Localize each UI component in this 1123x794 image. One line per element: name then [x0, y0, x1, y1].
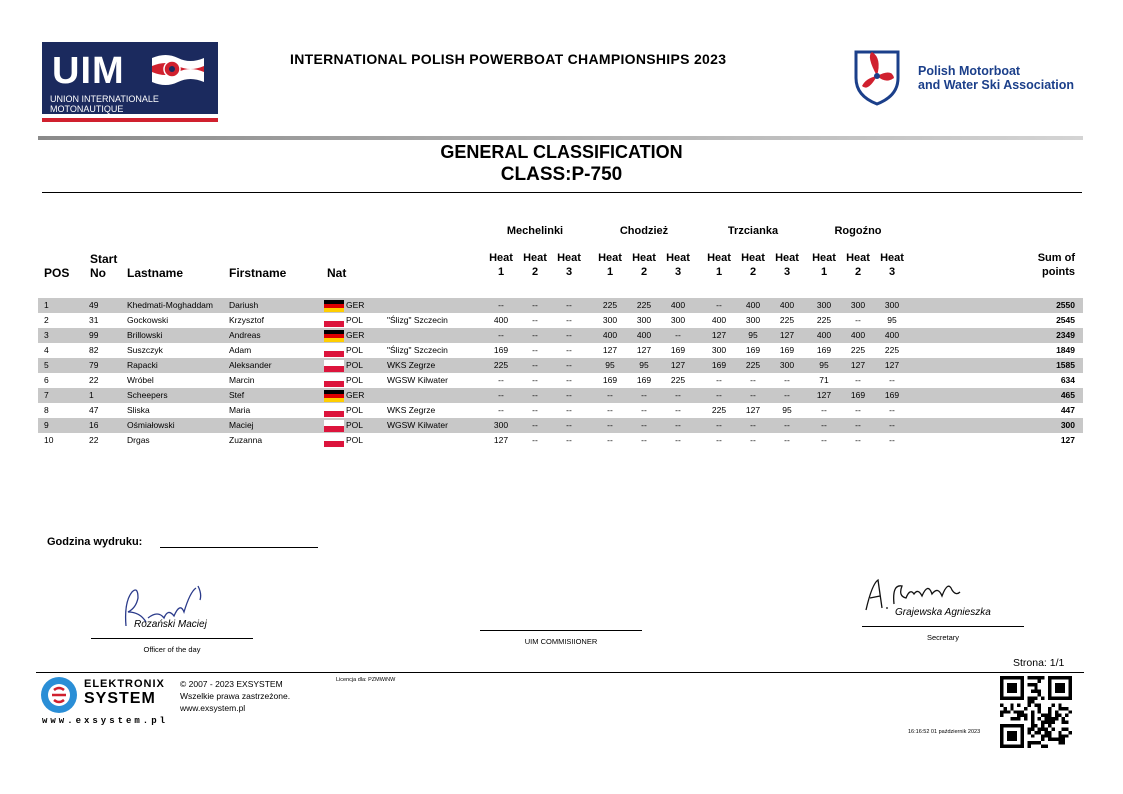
- cell-heat: --: [855, 435, 861, 445]
- cell-heat: 300: [884, 300, 900, 310]
- cell-heat: --: [532, 360, 538, 370]
- cell-heat: --: [750, 390, 756, 400]
- cell-heat: --: [855, 405, 861, 415]
- cell-heat: --: [716, 300, 722, 310]
- officer-name: Rozański Maciej: [134, 619, 207, 630]
- cell-heat: 225: [602, 300, 618, 310]
- page-number: Strona: 1/1: [1013, 657, 1065, 669]
- cell-heat: --: [784, 375, 790, 385]
- cell-lastname: Wróbel: [127, 375, 154, 385]
- heat-header-word: Heat: [598, 252, 622, 264]
- cell-start-no: 1: [89, 390, 94, 400]
- col-header-nat: Nat: [327, 266, 347, 280]
- cell-heat: --: [716, 435, 722, 445]
- copyright-url[interactable]: www.exsystem.pl: [180, 703, 246, 713]
- association-line2: and Water Ski Association: [918, 78, 1075, 92]
- cell-pos: 8: [44, 405, 49, 415]
- cell-firstname: Maciej: [229, 420, 254, 430]
- copyright-block: [180, 678, 290, 714]
- heat-header-number: 1: [715, 266, 723, 278]
- cell-heat: --: [821, 435, 827, 445]
- cell-heat: --: [498, 375, 504, 385]
- cell-heat: 225: [779, 315, 795, 325]
- cell-start-no: 22: [89, 435, 99, 445]
- cell-heat: --: [855, 420, 861, 430]
- heat-header-number: 1: [606, 266, 614, 278]
- cell-lastname: Khedmati-Moghaddam: [127, 300, 213, 310]
- cell-heat: --: [566, 345, 572, 355]
- cell-heat: 400: [493, 315, 509, 325]
- poland-flag-icon: [324, 435, 344, 447]
- cell-pos: 1: [44, 300, 49, 310]
- cell-heat: 225: [636, 300, 652, 310]
- cell-firstname: Dariush: [229, 300, 259, 310]
- cell-heat: --: [675, 390, 681, 400]
- uim-logo-text: UIM: [52, 50, 125, 92]
- officer-signature-line: [91, 638, 253, 639]
- germany-flag-icon: [324, 300, 344, 312]
- cell-heat: --: [675, 420, 681, 430]
- cell-heat: 127: [850, 360, 866, 370]
- cell-nat: POL: [346, 420, 364, 430]
- print-time-label: Godzina wydruku:: [47, 536, 143, 548]
- cell-heat: --: [532, 315, 538, 325]
- table-row: [38, 403, 1083, 418]
- cell-nat: POL: [346, 375, 364, 385]
- cell-heat: 127: [745, 405, 761, 415]
- heat-header: [518, 251, 552, 279]
- cell-heat: --: [566, 420, 572, 430]
- cell-heat: 95: [639, 360, 649, 370]
- cell-heat: --: [532, 420, 538, 430]
- cell-heat: --: [889, 405, 895, 415]
- cell-heat: 225: [745, 360, 761, 370]
- cell-heat: --: [750, 420, 756, 430]
- cell-heat: --: [855, 375, 861, 385]
- cell-lastname: Ośmiałowski: [127, 420, 175, 430]
- heat-header-number: 3: [565, 266, 573, 278]
- cell-heat: 400: [711, 315, 727, 325]
- cell-heat: --: [498, 390, 504, 400]
- print-timestamp: 16:16:52 01 październik 2023: [908, 729, 981, 735]
- cell-heat: 225: [884, 345, 900, 355]
- cell-sum: 1849: [1056, 345, 1075, 355]
- exsystem-logo-icon: [40, 676, 78, 714]
- cell-heat: 169: [850, 390, 866, 400]
- table-row: [38, 343, 1083, 358]
- cell-heat: --: [532, 390, 538, 400]
- commissioner-signature-line: [480, 630, 642, 631]
- col-header-firstname: Firstname: [229, 266, 287, 280]
- title-divider: [42, 192, 1082, 193]
- table-row: [38, 328, 1083, 343]
- col-header-start-line1: Start: [90, 252, 118, 266]
- cell-heat: --: [532, 345, 538, 355]
- cell-start-no: 49: [89, 300, 99, 310]
- cell-heat: 127: [711, 330, 727, 340]
- cell-nat: POL: [346, 405, 364, 415]
- cell-heat: 300: [602, 315, 618, 325]
- heat-header-number: 2: [531, 266, 539, 278]
- cell-sum: 1585: [1056, 360, 1075, 370]
- cell-heat: 95: [605, 360, 615, 370]
- cell-heat: 169: [745, 345, 761, 355]
- cell-heat: 127: [493, 435, 509, 445]
- cell-heat: 300: [670, 315, 686, 325]
- cell-pos: 9: [44, 420, 49, 430]
- cell-lastname: Rapacki: [127, 360, 158, 370]
- heat-header-word: Heat: [707, 252, 731, 264]
- cell-lastname: Drgas: [127, 435, 150, 445]
- cell-heat: --: [532, 330, 538, 340]
- cell-club: WKS Zegrze: [387, 360, 436, 370]
- pzm-propeller-logo-icon: [852, 48, 902, 106]
- cell-heat: --: [641, 390, 647, 400]
- heat-header-word: Heat: [666, 252, 690, 264]
- heat-header-number: 2: [854, 266, 862, 278]
- heat-header: [807, 251, 841, 279]
- cell-club: "Ślizg" Szczecin: [387, 345, 448, 355]
- cell-sum: 2349: [1056, 330, 1075, 340]
- cell-heat: --: [607, 420, 613, 430]
- cell-start-no: 31: [89, 315, 99, 325]
- cell-lastname: Suszczyk: [127, 345, 163, 355]
- heat-header-word: Heat: [632, 252, 656, 264]
- event-header: Mechelinki: [506, 225, 564, 237]
- cell-heat: --: [566, 375, 572, 385]
- cell-heat: 225: [493, 360, 509, 370]
- cell-sum: 447: [1060, 405, 1075, 415]
- event-header: Rogoźno: [834, 225, 882, 237]
- cell-club: WGSW Kilwater: [387, 420, 448, 430]
- germany-flag-icon: [324, 330, 344, 342]
- secretary-signature-line: [862, 626, 1024, 627]
- exsystem-brand-line2: SYSTEM: [84, 690, 156, 707]
- cell-heat: --: [566, 315, 572, 325]
- cell-start-no: 16: [89, 420, 99, 430]
- cell-heat: --: [641, 420, 647, 430]
- heat-header-number: 3: [888, 266, 896, 278]
- poland-flag-icon: [324, 420, 344, 432]
- cell-start-no: 47: [89, 405, 99, 415]
- cell-lastname: Gockowski: [127, 315, 169, 325]
- officer-role: Officer of the day: [143, 645, 201, 654]
- poland-flag-icon: [324, 360, 344, 372]
- cell-heat: 300: [816, 300, 832, 310]
- heat-header-word: Heat: [812, 252, 836, 264]
- heat-header: [770, 251, 804, 279]
- print-time-line: [160, 547, 318, 548]
- heat-header-number: 2: [640, 266, 648, 278]
- table-row: [38, 373, 1083, 388]
- cell-heat: 169: [493, 345, 509, 355]
- cell-nat: POL: [346, 435, 364, 445]
- cell-heat: 300: [779, 360, 795, 370]
- cell-heat: --: [675, 435, 681, 445]
- cell-heat: 225: [670, 375, 686, 385]
- licence-text: Licencja dla: PZMWiNW: [336, 677, 396, 683]
- heat-header-word: Heat: [846, 252, 870, 264]
- poland-flag-icon: [324, 375, 344, 387]
- copyright-text: © 2007 - 2023 EXSYSTEM: [180, 679, 283, 689]
- cell-pos: 2: [44, 315, 49, 325]
- cell-heat: 300: [850, 300, 866, 310]
- heat-header: [702, 251, 736, 279]
- heat-header-word: Heat: [741, 252, 765, 264]
- cell-firstname: Marcin: [229, 375, 255, 385]
- qr-code-icon: [1000, 676, 1072, 748]
- cell-heat: 169: [602, 375, 618, 385]
- col-header-start-line2: No: [90, 266, 106, 280]
- cell-heat: 127: [636, 345, 652, 355]
- footer-divider: [36, 672, 1084, 673]
- cell-heat: --: [566, 330, 572, 340]
- cell-heat: 300: [745, 315, 761, 325]
- col-header-start-no: [90, 252, 117, 280]
- cell-heat: 169: [636, 375, 652, 385]
- cell-heat: 300: [636, 315, 652, 325]
- exsystem-brand-url[interactable]: www.exsystem.pl: [42, 716, 169, 726]
- association-line1: Polish Motorboat: [918, 64, 1021, 78]
- cell-firstname: Zuzanna: [229, 435, 263, 445]
- col-header-sum-line1: Sum of: [1037, 252, 1075, 264]
- heat-header-word: Heat: [775, 252, 799, 264]
- uim-logo: [42, 42, 218, 114]
- col-header-sum-line2: points: [1042, 266, 1075, 278]
- cell-nat: POL: [346, 345, 364, 355]
- cell-heat: --: [889, 375, 895, 385]
- secretary-role: Secretary: [926, 633, 960, 642]
- cell-heat: --: [566, 390, 572, 400]
- col-header-pos: POS: [44, 266, 70, 280]
- cell-heat: 169: [884, 390, 900, 400]
- cell-heat: 300: [711, 345, 727, 355]
- cell-heat: --: [889, 420, 895, 430]
- cell-heat: --: [784, 435, 790, 445]
- header-divider: [38, 136, 1083, 140]
- heat-header-word: Heat: [523, 252, 547, 264]
- heat-header: [627, 251, 661, 279]
- cell-heat: --: [675, 405, 681, 415]
- table-row: [38, 418, 1083, 433]
- cell-start-no: 79: [89, 360, 99, 370]
- commissioner-role: UIM COMMISIIONER: [524, 637, 598, 646]
- heat-header-word: Heat: [489, 252, 513, 264]
- cell-heat: --: [889, 435, 895, 445]
- cell-heat: --: [675, 330, 681, 340]
- cell-heat: --: [532, 405, 538, 415]
- cell-heat: 169: [670, 345, 686, 355]
- cell-firstname: Andreas: [229, 330, 261, 340]
- cell-heat: 127: [779, 330, 795, 340]
- poland-flag-icon: [324, 315, 344, 327]
- cell-heat: 400: [850, 330, 866, 340]
- event-header: Trzcianka: [727, 225, 779, 237]
- cell-heat: --: [641, 435, 647, 445]
- cell-heat: --: [784, 420, 790, 430]
- cell-heat: --: [566, 300, 572, 310]
- heat-header-number: 2: [749, 266, 757, 278]
- cell-heat: 169: [779, 345, 795, 355]
- cell-heat: --: [716, 375, 722, 385]
- cell-club: "Ślizg" Szczecin: [387, 315, 448, 325]
- heat-header: [552, 251, 586, 279]
- uim-flag-icon: [150, 52, 206, 86]
- heat-header: [875, 251, 909, 279]
- table-row: [38, 298, 1083, 313]
- table-row: [38, 388, 1083, 403]
- page-title: GENERAL CLASSIFICATION: [440, 142, 683, 162]
- cell-start-no: 22: [89, 375, 99, 385]
- cell-heat: --: [532, 300, 538, 310]
- cell-lastname: Scheepers: [127, 390, 168, 400]
- cell-sum: 2550: [1056, 300, 1075, 310]
- cell-sum: 2545: [1056, 315, 1075, 325]
- cell-firstname: Krzysztof: [229, 315, 264, 325]
- cell-sum: 465: [1060, 390, 1075, 400]
- cell-sum: 300: [1060, 420, 1075, 430]
- cell-heat: --: [498, 405, 504, 415]
- cell-pos: 7: [44, 390, 49, 400]
- cell-heat: 400: [602, 330, 618, 340]
- cell-heat: 225: [711, 405, 727, 415]
- uim-logo-underline: [42, 118, 218, 122]
- heat-header: [736, 251, 770, 279]
- event-title: INTERNATIONAL POLISH POWERBOAT CHAMPIONSHIPS 2023: [290, 51, 727, 67]
- cell-heat: --: [566, 405, 572, 415]
- cell-lastname: Brillowski: [127, 330, 163, 340]
- rights-text: Wszelkie prawa zastrzeżone.: [180, 691, 291, 701]
- heat-header: [484, 251, 518, 279]
- col-header-lastname: Lastname: [127, 266, 184, 280]
- cell-start-no: 82: [89, 345, 99, 355]
- cell-heat: 225: [816, 315, 832, 325]
- cell-pos: 4: [44, 345, 49, 355]
- cell-heat: 225: [850, 345, 866, 355]
- cell-heat: --: [716, 420, 722, 430]
- cell-firstname: Maria: [229, 405, 251, 415]
- cell-club: WGSW Kilwater: [387, 375, 448, 385]
- cell-nat: GER: [346, 330, 365, 340]
- cell-heat: 300: [493, 420, 509, 430]
- heat-header: [841, 251, 875, 279]
- cell-heat: 400: [779, 300, 795, 310]
- heat-header: [661, 251, 695, 279]
- cell-heat: --: [784, 390, 790, 400]
- cell-nat: GER: [346, 300, 365, 310]
- cell-heat: --: [498, 300, 504, 310]
- cell-sum: 634: [1060, 375, 1075, 385]
- cell-heat: 169: [711, 360, 727, 370]
- event-header: Chodzież: [619, 225, 669, 237]
- cell-club: WKS Zegrze: [387, 405, 436, 415]
- cell-heat: --: [821, 405, 827, 415]
- cell-heat: --: [607, 435, 613, 445]
- cell-lastname: Sliska: [127, 405, 150, 415]
- cell-heat: --: [607, 390, 613, 400]
- table-row: [38, 358, 1083, 373]
- cell-firstname: Adam: [229, 345, 252, 355]
- heat-header-number: 3: [674, 266, 682, 278]
- cell-pos: 5: [44, 360, 49, 370]
- cell-heat: --: [532, 435, 538, 445]
- cell-heat: 400: [816, 330, 832, 340]
- cell-firstname: Aleksander: [229, 360, 272, 370]
- class-title: CLASS:P-750: [500, 164, 623, 185]
- cell-heat: 95: [782, 405, 792, 415]
- cell-start-no: 99: [89, 330, 99, 340]
- cell-firstname: Stef: [229, 390, 245, 400]
- heat-header-number: 1: [497, 266, 505, 278]
- cell-heat: 400: [884, 330, 900, 340]
- cell-heat: 400: [745, 300, 761, 310]
- poland-flag-icon: [324, 405, 344, 417]
- secretary-name: Grajewska Agnieszka: [895, 607, 991, 618]
- cell-heat: --: [641, 405, 647, 415]
- cell-heat: 127: [602, 345, 618, 355]
- cell-heat: --: [821, 420, 827, 430]
- heat-header-word: Heat: [557, 252, 581, 264]
- germany-flag-icon: [324, 390, 344, 402]
- cell-pos: 10: [44, 435, 54, 445]
- cell-nat: POL: [346, 360, 364, 370]
- cell-heat: --: [566, 360, 572, 370]
- poland-flag-icon: [324, 345, 344, 357]
- cell-heat: 95: [748, 330, 758, 340]
- cell-heat: --: [750, 375, 756, 385]
- cell-heat: --: [855, 315, 861, 325]
- cell-pos: 6: [44, 375, 49, 385]
- heat-header-word: Heat: [880, 252, 904, 264]
- uim-logo-subtitle: UNION INTERNATIONALE MOTONAUTIQUE: [50, 94, 159, 114]
- heat-header: [593, 251, 627, 279]
- cell-heat: 127: [884, 360, 900, 370]
- cell-nat: POL: [346, 315, 364, 325]
- cell-heat: --: [498, 330, 504, 340]
- cell-heat: 400: [636, 330, 652, 340]
- heat-header-number: 3: [783, 266, 791, 278]
- cell-pos: 3: [44, 330, 49, 340]
- cell-heat: --: [716, 390, 722, 400]
- cell-heat: 127: [670, 360, 686, 370]
- cell-heat: --: [566, 435, 572, 445]
- heat-header-number: 1: [820, 266, 828, 278]
- exsystem-brand-line1: ELEKTRONIX: [84, 678, 165, 690]
- cell-heat: 95: [819, 360, 829, 370]
- cell-heat: 71: [819, 375, 829, 385]
- cell-heat: 127: [816, 390, 832, 400]
- association-name: [918, 64, 1074, 92]
- cell-heat: --: [750, 435, 756, 445]
- cell-heat: --: [532, 375, 538, 385]
- cell-heat: --: [607, 405, 613, 415]
- table-row: [38, 433, 1083, 448]
- cell-sum: 127: [1060, 435, 1075, 445]
- cell-heat: 169: [816, 345, 832, 355]
- table-row: [38, 313, 1083, 328]
- cell-heat: 400: [670, 300, 686, 310]
- cell-nat: GER: [346, 390, 365, 400]
- col-header-sum: [1038, 251, 1075, 279]
- cell-heat: 95: [887, 315, 897, 325]
